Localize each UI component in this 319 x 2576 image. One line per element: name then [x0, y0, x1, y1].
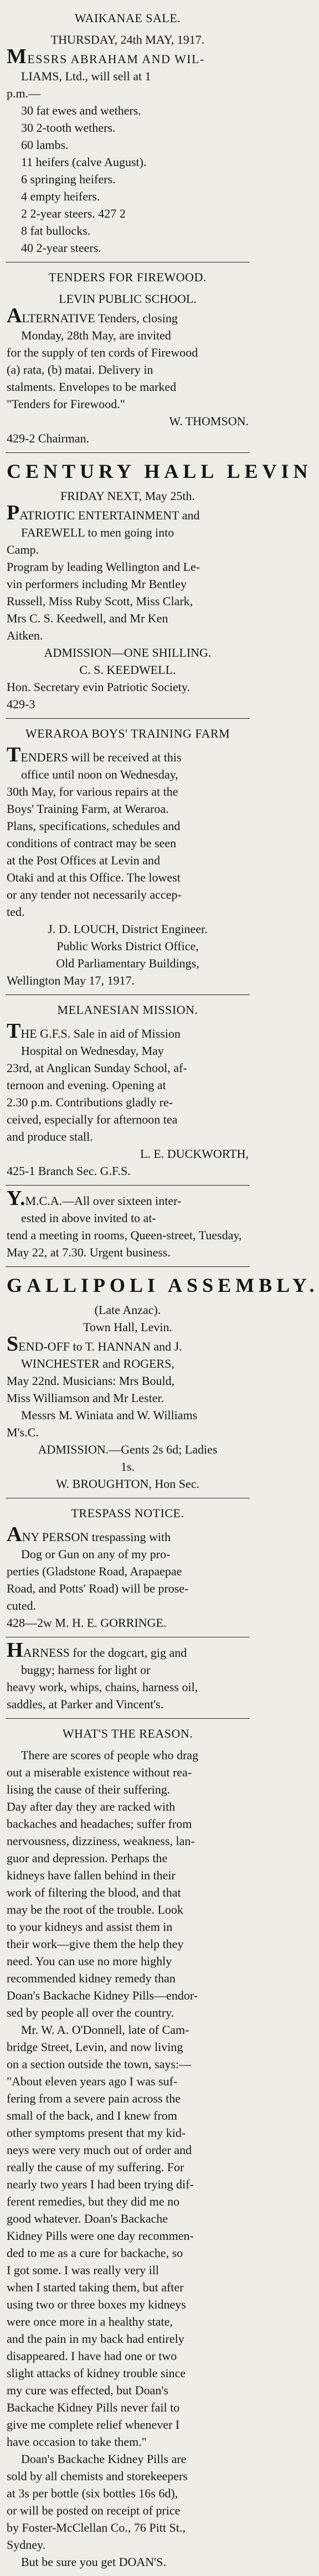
ad-text-line: have occasion to take them." — [7, 2435, 147, 2449]
ad-text-line: Boys' Training Farm, at Weraroa. — [7, 802, 169, 816]
ad-text-line: on a section outside the town, says:— — [7, 2057, 192, 2071]
ad-heading: MELANESIAN MISSION. — [57, 1003, 198, 1017]
ad-text-line: fering from a severe pain across the — [7, 2091, 181, 2105]
ad-tenders-firewood — [6, 262, 250, 453]
ad-harness — [6, 1637, 250, 1719]
ad-text-line: were once more in a healthy state, — [7, 2315, 173, 2328]
ad-text-line: Aitken. — [7, 628, 43, 642]
ad-text-line: and the pain in my back had entirely — [7, 2332, 184, 2346]
ad-text-line: perties (Gladstone Road, Arapaepae — [7, 1564, 182, 1578]
ad-text-line: Doan's Backache Kidney Pills are — [21, 2452, 187, 2466]
ad-text-line: stalments. Envelopes to be marked — [7, 380, 177, 394]
ad-trespass-notice — [6, 1498, 250, 1637]
ad-text-line: ALTERNATIVE Tenders, closing — [7, 304, 178, 327]
ad-text-line: J. D. LOUCH, District Engineer. — [48, 922, 208, 936]
ad-text-line: backaches and headaches; suffer from — [7, 1817, 192, 1831]
ad-text-line: LIAMS, Ltd., will sell at 1 — [21, 69, 151, 83]
ad-text-line: ternoon and evening. Opening at — [7, 1078, 166, 1092]
ad-text-line: my cure was effected, but Doan's — [7, 2383, 168, 2397]
ad-heading: WAIKANAE SALE. — [74, 11, 181, 25]
ad-text-line: LEVIN PUBLIC SCHOOL. — [59, 292, 197, 306]
ad-text-line: May 22nd. Musicians: Mrs Bould, — [7, 1374, 175, 1388]
ad-text-line: guor and depression. Perhaps the — [7, 1851, 168, 1865]
ad-heading: TENDERS FOR FIREWOOD. — [49, 270, 207, 284]
ad-text-line: 30 2-tooth wethers. — [21, 121, 116, 135]
ad-text-line: to your kidneys and assist them in — [7, 1920, 173, 1934]
ad-text-line: 60 lambs. — [21, 138, 69, 152]
ad-text-line: Day after day they are racked with — [7, 1800, 176, 1813]
ad-text-line: 30th May, for various repairs at the — [7, 785, 178, 798]
ad-century-hall — [6, 453, 312, 719]
ad-text-line: small of the back, and I knew from — [7, 2109, 177, 2122]
ad-text-line: sed by people all over the country. — [7, 2006, 174, 2019]
ad-text-line: recommended kidney remedy than — [7, 1971, 176, 1985]
ad-text-line: 6 springing heifers. — [21, 172, 116, 186]
ad-text-line: out a miserable existence without rea- — [7, 1765, 192, 1779]
ad-heading: CENTURY HALL LEVIN — [7, 460, 312, 482]
ad-text-line: FAREWELL to men going into — [21, 525, 174, 539]
ad-text-line: really the cause of my suffering. For — [7, 2160, 184, 2174]
ad-text-line: THE G.F.S. Sale in aid of Mission — [7, 1019, 181, 1043]
ad-text-line: "Tenders for Firewood." — [7, 397, 125, 411]
ad-text-line: neys were very much out of order and — [7, 2143, 192, 2157]
ad-text-line: ANY PERSON trespassing with — [7, 1523, 171, 1546]
ad-text-line: 30 fat ewes and wethers. — [21, 104, 141, 117]
ad-text-line: give me complete relief whenever I — [7, 2418, 180, 2431]
ad-ymca — [6, 1186, 250, 1267]
ad-melanesian-mission — [6, 995, 250, 1186]
ad-text-line: conditions of contract may be seen — [7, 836, 177, 850]
ad-text-line: ferent remedies, but they did me no — [7, 2194, 180, 2208]
ad-text-line: p.m.— — [7, 86, 41, 100]
ad-text-line: vin performers including Mr Bentley — [7, 577, 187, 591]
ad-text-line: 40 2-year steers. — [21, 241, 101, 255]
ad-text-line: But be sure you get DOAN'S. — [21, 2555, 166, 2569]
ad-text-line: TENDERS will be received at this — [7, 743, 182, 766]
ad-text-line: M's.C. — [7, 1425, 39, 1439]
ad-text-line: Doan's Backache Kidney Pills—endor- — [7, 1988, 198, 2002]
ad-text-line: W. BROUGHTON, Hon Sec. — [55, 1477, 200, 1491]
ad-text-line: 425-1 Branch Sec. G.F.S. — [7, 1164, 131, 1178]
ad-text-line: 23rd, at Anglican Sunday School, af- — [7, 1061, 187, 1075]
ad-text-line: Mrs C. S. Keedwell, and Mr Ken — [7, 611, 168, 625]
ad-whats-the-reason — [6, 1719, 250, 2576]
ad-text-line: (Late Anzac). — [94, 1303, 161, 1317]
ad-heading: GALLIPOLI ASSEMBLY. — [7, 1274, 319, 1296]
ad-text-line: or will be posted on receipt of price — [7, 2503, 181, 2517]
ad-text-line: kidneys have fallen behind in their — [7, 1868, 176, 1882]
ad-text-line: their work—give them the help they — [7, 1937, 184, 1951]
ad-text-line: Dog or Gun on any of my pro- — [21, 1547, 171, 1561]
ad-text-line: Road, and Potts' Road) will be prose- — [7, 1581, 189, 1595]
ad-text-line: work of filtering the blood, and that — [7, 1885, 181, 1899]
ad-text-line: ceived, especially for afternoon tea — [7, 1112, 178, 1126]
ad-text-line: Hospital on Wednesday, May — [21, 1044, 164, 1058]
ad-text-line: Old Parliamentary Buildings, — [56, 956, 199, 970]
ad-weraroa-farm — [6, 719, 250, 995]
ad-text-line: Plans, specifications, schedules and — [7, 819, 181, 833]
ad-text-line: when I started taking them, but after — [7, 2280, 184, 2294]
ad-text-line: 11 heifers (calve August). — [21, 155, 147, 169]
ad-text-line: cuted. — [7, 1599, 37, 1612]
ad-text-line: saddles, at Parker and Vincent's. — [7, 1697, 164, 1711]
ad-text-line: sold by all chemists and storekeepers — [7, 2469, 188, 2483]
ad-text-line: Camp. — [7, 543, 39, 557]
ad-text-line: nearly two years I had been trying dif- — [7, 2177, 194, 2191]
ad-text-line: at 3s per bottle (six bottles 16s 6d), — [7, 2486, 178, 2500]
ad-text-line: 428—2w M. H. E. GORRINGE. — [7, 1616, 167, 1630]
ad-text-line: bridge Street, Levin, and now living — [7, 2040, 183, 2054]
ad-text-line: tend a meeting in rooms, Queen-street, Tuesday, — [7, 1228, 242, 1242]
ad-gallipoli-assembly — [6, 1267, 319, 1498]
ad-text-line: heavy work, whips, chains, harness oil, — [7, 1680, 198, 1694]
ad-text-line: There are scores of people who drag — [21, 1748, 199, 1762]
ad-text-line: May 22, at 7.30. Urgent business. — [7, 1245, 171, 1259]
ad-text-line: Y.M.C.A.—All over sixteen inter- — [7, 1187, 182, 1210]
ad-text-line: PATRIOTIC ENTERTAINMENT and — [7, 501, 200, 524]
ad-text-line: 8 fat bullocks. — [21, 224, 91, 238]
ad-text-line: or any tender not necessarily accep- — [7, 888, 182, 901]
ad-heading: WERAROA BOYS' TRAINING FARM — [25, 727, 230, 740]
ad-waikanae-sale — [6, 3, 250, 262]
ad-text-line: (a) rata, (b) matai. Delivery in — [7, 363, 153, 377]
ad-text-line: good whatever. Doan's Backache — [7, 2212, 168, 2225]
ad-text-line: at the Post Offices at Levin and — [7, 853, 160, 867]
ad-text-line: by Foster-McClellan Co., 76 Pitt St., — [7, 2521, 186, 2534]
ad-text-line: ted. — [7, 905, 25, 919]
ad-text-line: Hon. Secretary evin Patriotic Society. — [7, 680, 190, 694]
ad-text-line: lising the cause of their suffering. — [7, 1782, 171, 1796]
ad-text-line: Program by leading Wellington and Le- — [7, 560, 200, 574]
ad-text-line: ADMISSION.—Gents 2s 6d; Ladies — [38, 1442, 218, 1456]
ad-text-line: SEND-OFF to T. HANNAN and J. — [7, 1332, 182, 1356]
ad-text-line: Town Hall, Levin. — [83, 1320, 172, 1334]
ad-text-line: ADMISSION—ONE SHILLING. — [44, 646, 212, 660]
ad-text-line: office until noon on Wednesday, — [21, 767, 178, 781]
ad-text-line: other symptoms present that my kid- — [7, 2126, 186, 2140]
ad-text-line: THURSDAY, 24th MAY, 1917. — [50, 33, 205, 47]
ad-text-line: W. THOMSON. — [169, 414, 249, 428]
ad-text-line: Wellington May 17, 1917. — [7, 973, 135, 987]
ad-text-line: disappeared. I have had one or two — [7, 2349, 177, 2363]
ad-text-line: ded to me as a cure for backache, so — [7, 2246, 183, 2260]
ad-text-line: L. E. DUCKWORTH, — [140, 1147, 249, 1161]
ad-text-line: C. S. KEEDWELL. — [79, 663, 176, 677]
ad-text-line: WINCHESTER and ROGERS, — [21, 1357, 174, 1371]
ad-text-line: Backache Kidney Pills never fail to — [7, 2400, 180, 2414]
ad-text-line: need. You can use no more highly — [7, 1954, 172, 1968]
ad-text-line: Otaki and at this Office. The lowest — [7, 870, 181, 884]
ad-text-line: Mr. W. A. O'Donnell, late of Cam- — [21, 2023, 189, 2037]
ad-text-line: Messrs M. Winiata and W. Williams — [21, 1408, 198, 1422]
ad-text-line: 4 empty heifers. — [21, 189, 100, 203]
ad-text-line: may be the root of the trouble. Look — [7, 1903, 183, 1916]
ad-text-line: 2.30 p.m. Contributions gladly re- — [7, 1095, 173, 1109]
ad-text-line: Sydney. — [7, 2538, 46, 2552]
ad-text-line: 2 2-year steers. 427 2 — [21, 207, 126, 220]
ad-text-line: HARNESS for the dogcart, gig and — [7, 1639, 187, 1662]
ad-text-line: 1s. — [120, 1460, 135, 1474]
ad-text-line: ested in above invited to at- — [21, 1211, 156, 1225]
ad-heading: WHAT'S THE REASON. — [62, 1727, 193, 1740]
ad-text-line: "About eleven years ago I was suf- — [7, 2074, 178, 2088]
ad-text-line: I got some. I was really very ill — [7, 2263, 159, 2277]
ad-heading: TRESPASS NOTICE. — [71, 1506, 184, 1520]
ad-text-line: Public Works District Office, — [56, 939, 199, 953]
ad-text-line: and produce stall. — [7, 1130, 93, 1143]
ad-text-line: Kidney Pills were one day recommen- — [7, 2229, 194, 2243]
ad-text-line: buggy; harness for light or — [21, 1663, 151, 1677]
newspaper-column — [6, 0, 319, 2576]
ad-text-line: Russell, Miss Ruby Scott, Miss Clark, — [7, 594, 193, 608]
ad-text-line: 429-3 — [7, 697, 35, 711]
ad-text-line: slight attacks of kidney trouble since — [7, 2366, 186, 2380]
ad-text-line: for the supply of ten cords of Firewood — [7, 346, 198, 359]
ad-text-line: MESSRS ABRAHAM AND WIL- — [7, 45, 205, 68]
ad-text-line: Miss Williamson and Mr Lester. — [7, 1391, 164, 1405]
ad-text-line: using two or three boxes my kidneys — [7, 2297, 186, 2311]
ad-text-line: 429-2 Chairman. — [7, 431, 90, 445]
ad-text-line: FRIDAY NEXT, May 25th. — [60, 489, 195, 503]
ad-text-line: nervousness, dizziness, weakness, lan- — [7, 1834, 195, 1848]
ad-text-line: Monday, 28th May, are invited — [21, 328, 171, 342]
